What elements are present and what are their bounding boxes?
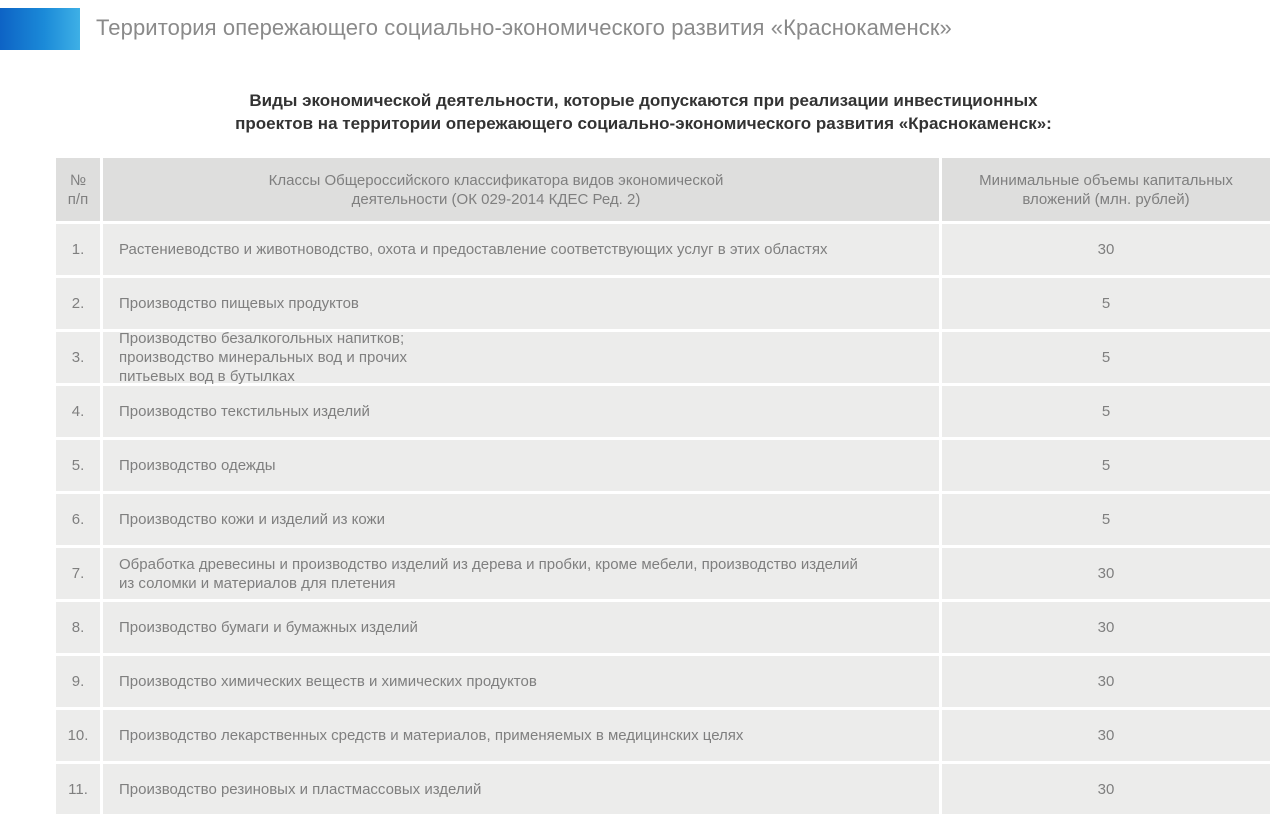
section-heading [0, 89, 1287, 135]
header-accent-bar [0, 8, 80, 50]
header-title: Территория опережающего социально-экономического развития «Краснокаменск» [96, 15, 952, 40]
row-number: 9. [56, 656, 100, 707]
activity-name: Производство бумаги и бумажных изделий [103, 602, 939, 653]
min-investment-value: 5 [942, 386, 1270, 437]
column-header-min-investment-line-1: Минимальные объемы капитальных [979, 171, 1233, 189]
page-header [0, 8, 1287, 50]
table-row [56, 332, 1270, 383]
min-investment-value: 5 [942, 278, 1270, 329]
row-number: 1. [56, 224, 100, 275]
activity-name: Производство безалкогольных напитков; производство минеральных вод и прочих питьевых вод в бутылках [103, 332, 939, 383]
activity-name: Производство одежды [103, 440, 939, 491]
column-header-min-investment-line-2: вложений (млн. рублей) [1022, 190, 1190, 208]
column-header-classification [103, 158, 939, 221]
table-row [56, 440, 1270, 491]
section-heading-line-2: проектов на территории опережающего социально-экономического развития «Краснокаменск»: [235, 114, 1052, 133]
activity-name: Производство пищевых продуктов [103, 278, 939, 329]
activity-name: Производство химических веществ и химических продуктов [103, 656, 939, 707]
table-header-row [56, 158, 1270, 221]
column-header-classification-line-2: деятельности (ОК 029-2014 КДЕС Ред. 2) [351, 190, 641, 208]
min-investment-value: 30 [942, 224, 1270, 275]
table-row [56, 278, 1270, 329]
activity-name: Производство кожи и изделий из кожи [103, 494, 939, 545]
column-header-classification-line-1: Классы Общероссийского классификатора видов экономической [268, 171, 724, 189]
table-row [56, 710, 1270, 761]
activity-name: Производство резиновых и пластмассовых изделий [103, 764, 939, 814]
table-row [56, 224, 1270, 275]
min-investment-value: 30 [942, 602, 1270, 653]
section-heading-line-1: Виды экономической деятельности, которые допускаются при реализации инвестиционных [249, 91, 1038, 110]
row-number: 11. [56, 764, 100, 814]
row-number: 5. [56, 440, 100, 491]
activity-name: Растениеводство и животноводство, охота и предоставление соответствующих услуг в этих областях [103, 224, 939, 275]
min-investment-value: 30 [942, 710, 1270, 761]
row-number: 4. [56, 386, 100, 437]
row-number: 8. [56, 602, 100, 653]
row-number: 2. [56, 278, 100, 329]
activity-name: Обработка древесины и производство изделий из дерева и пробки, кроме мебели, производство изделий из соломки и материалов для плетения [103, 548, 939, 599]
table-row [56, 494, 1270, 545]
min-investment-value: 5 [942, 494, 1270, 545]
row-number: 7. [56, 548, 100, 599]
table-row [56, 548, 1270, 599]
min-investment-value: 5 [942, 440, 1270, 491]
row-number: 3. [56, 332, 100, 383]
activities-table [56, 158, 1270, 817]
min-investment-value: 30 [942, 656, 1270, 707]
column-header-number [56, 158, 100, 221]
table-row [56, 656, 1270, 707]
activity-name: Производство лекарственных средств и материалов, применяемых в медицинских целях [103, 710, 939, 761]
row-number: 10. [56, 710, 100, 761]
column-header-number-line-1: № [69, 171, 87, 189]
min-investment-value: 30 [942, 764, 1270, 814]
table-row [56, 764, 1270, 814]
table-row [56, 602, 1270, 653]
column-header-min-investment [942, 158, 1270, 221]
row-number: 6. [56, 494, 100, 545]
min-investment-value: 5 [942, 332, 1270, 383]
table-row [56, 386, 1270, 437]
min-investment-value: 30 [942, 548, 1270, 599]
activity-name: Производство текстильных изделий [103, 386, 939, 437]
column-header-number-line-2: п/п [67, 190, 89, 208]
